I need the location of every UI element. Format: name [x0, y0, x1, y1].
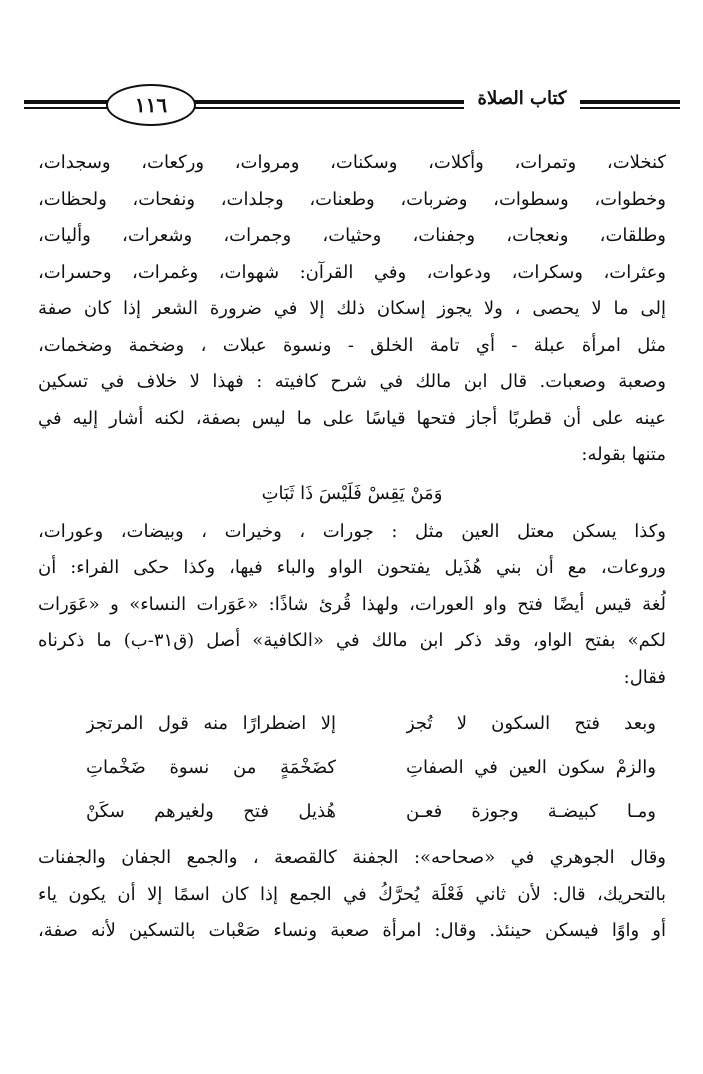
text-line: مثل امرأة عبلة - أي تامة الخلق - ونسوة عبلات ، وضخمة وضخمات، — [38, 334, 666, 356]
text-line: عينه على أن قطربًا أجاز فتحها قياسًا على ما ليس بصفة، لكنه أشار إليه في — [38, 407, 666, 429]
main-text — [38, 145, 666, 950]
verse-quote: وَمَنْ يَقِسْ فَلَيْسَ ذَا ثَبَاتِ — [261, 482, 443, 504]
header-rule-left — [24, 100, 108, 109]
text-line: فقال: — [623, 666, 666, 688]
text-line: وطلقات، ونعجات، وجفنات، وحثيات، وجمرات، وشعرات، وأليات، — [38, 225, 666, 246]
text-line: لكم» بفتح الواو، وقد ذكر ابن مالك في «الكافية» أصل (ق٣١-ب) ما ذكرناه — [38, 630, 666, 651]
text-line: متنها بقوله: — [581, 444, 666, 465]
poem-first-hemistich: وبعد فتح السكون لا تُجز — [406, 713, 656, 734]
closing-paragraph — [38, 840, 666, 950]
poem-first-hemistich: والزمْ سكون العين في الصفاتِ — [406, 757, 656, 778]
text-line: إلى ما لا يحصى ، ولا يجوز إسكان ذلك إلا في ضرورة الشعر إذا كان صفة — [38, 298, 666, 319]
poem-first-hemistich: ومـا كبيضـة وجوزة فعـن — [406, 801, 656, 822]
text-line: أو واوًا فيسكن حينئذ. وقال: امرأة صعبة ونساء صَعْبات بالتسكين لأنه صفة، — [38, 920, 666, 941]
text-line: بالتحريك، قال: لأن ثاني فَعْلَة يُحرَّكُ في الجمع إذا كان اسمًا إلا أن يكون ياء — [38, 883, 666, 905]
text-line: لُغة قيس أيضًا فتح واو العورات، ولهذا قُرئ شاذًا: «عَوَرات النساء» و «عَوَرات — [38, 593, 666, 615]
text-line: وروعات، مع أن بني هُذَيل يفتحون الواو والباء فيها، وكذا حكى الفراء: أن — [38, 557, 666, 578]
poem-second-hemistich: هُذيل فتح ولغيرهم سكَنْ — [86, 801, 336, 822]
running-title: كتاب الصلاة — [477, 88, 567, 109]
poem-second-hemistich: كضَخْمَةٍ من نسوة ضَخْماتِ — [86, 757, 336, 778]
page-number: ١١٦ — [106, 84, 196, 126]
poem-verse — [38, 790, 666, 834]
header-rule-right — [580, 100, 680, 109]
text-line: وقال الجوهري في «صحاحه»: الجفنة كالقصعة ، والجمع الجفان والجفنات — [38, 847, 666, 868]
text-line: كنخلات، وتمرات، وأكلات، وسكنات، ومروات، وركعات، وسجدات، — [38, 152, 666, 173]
page-header — [24, 82, 674, 132]
header-rule-middle — [194, 100, 464, 109]
poem-verse — [38, 702, 666, 746]
text-line: وعثرات، وسكرات، ودعوات، وفي القرآن: شهوات، وغمرات، وحسرات، — [38, 261, 666, 283]
text-line: وكذا يسكن معتل العين مثل : جورات ، وخيرات ، وبيضات، وعورات، — [38, 520, 666, 542]
text-line: وخطوات، وسطوات، وضربات، وطعنات، وجلدات، ونفحات، ولحظات، — [38, 188, 666, 210]
poem-block — [38, 702, 666, 834]
poem-verse — [38, 746, 666, 790]
poem-second-hemistich: إلا اضطرارًا منه قول المرتجز — [86, 713, 336, 734]
text-line: وصعبة وصعبات. قال ابن مالك في شرح كافيته : فهذا لا خلاف في تسكين — [38, 371, 666, 392]
